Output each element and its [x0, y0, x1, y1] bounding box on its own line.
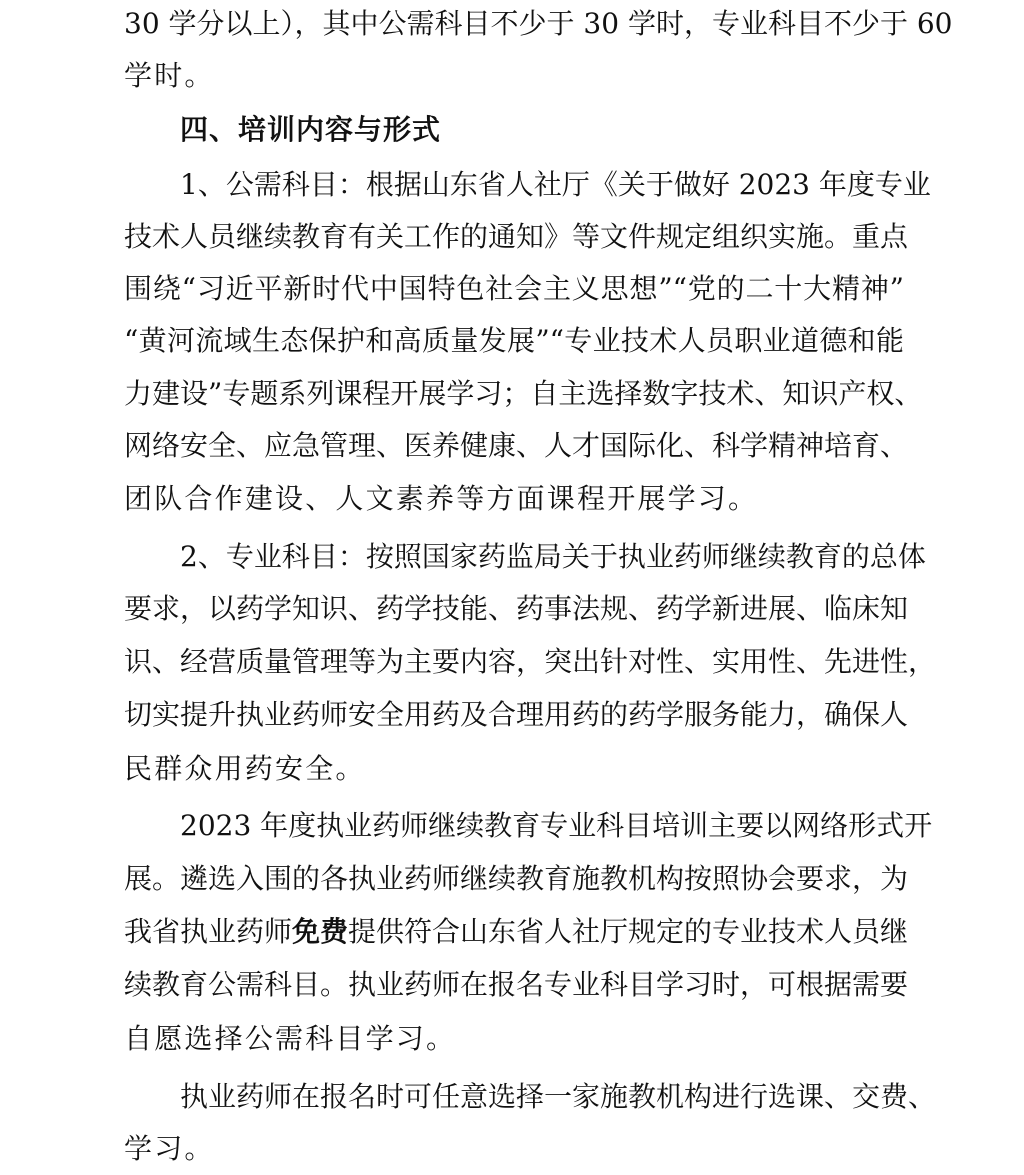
text-line: 1、公需科目：根据山东省人社厅《关于做好 2023 年度专业 [180, 168, 931, 201]
bold-text-run: 免费 [292, 915, 349, 948]
text-line: 民群众用药安全。 [124, 752, 366, 785]
text-line: 展。遴选入围的各执业药师继续教育施教机构按照协会要求，为 [124, 862, 909, 895]
text-line: 网络安全、应急管理、医养健康、人才国际化、科学精神培育、 [124, 429, 909, 462]
text-line: “黄河流域生态保护和高质量发展”“专业技术人员职业道德和能 [124, 324, 904, 357]
text-line-with-bold [124, 914, 909, 950]
text-line: 识、经营质量管理等为主要内容，突出针对性、实用性、先进性， [124, 645, 937, 678]
text-line: 自愿选择公需科目学习。 [124, 1022, 457, 1055]
text-line: 要求，以药学知识、药学技能、药事法规、药学新进展、临床知 [124, 592, 909, 625]
text-line: 学时。 [124, 59, 215, 92]
text-line: 学习。 [124, 1132, 215, 1165]
text-line: 团队合作建设、人文素养等方面课程开展学习。 [124, 482, 759, 515]
text-run: 提供符合山东省人社厅规定的专业技术人员继 [348, 915, 909, 948]
text-line: 切实提升执业药师安全用药及合理用药的药学服务能力，确保人 [124, 698, 909, 731]
text-line: 续教育公需科目。执业药师在报名专业科目学习时，可根据需要 [124, 968, 909, 1001]
text-line: 2、专业科目：按照国家药监局关于执业药师继续教育的总体 [180, 540, 926, 573]
text-line: 2023 年度执业药师继续教育专业科目培训主要以网络形式开 [180, 809, 933, 842]
text-line: 技术人员继续教育有关工作的通知》等文件规定组织实施。重点 [124, 220, 909, 253]
text-line: 力建设”专题系列课程开展学习；自主选择数字技术、知识产权、 [124, 377, 923, 410]
text-line: 围绕“习近平新时代中国特色社会主义思想”“党的二十大精神” [124, 272, 904, 305]
section-heading: 四、培训内容与形式 [180, 113, 442, 146]
text-line: 30 学分以上），其中公需科目不少于 30 学时，专业科目不少于 60 [124, 7, 953, 40]
text-line: 执业药师在报名时可任意选择一家施教机构进行选课、交费、 [180, 1080, 937, 1113]
text-run: 我省执业药师 [124, 915, 293, 948]
